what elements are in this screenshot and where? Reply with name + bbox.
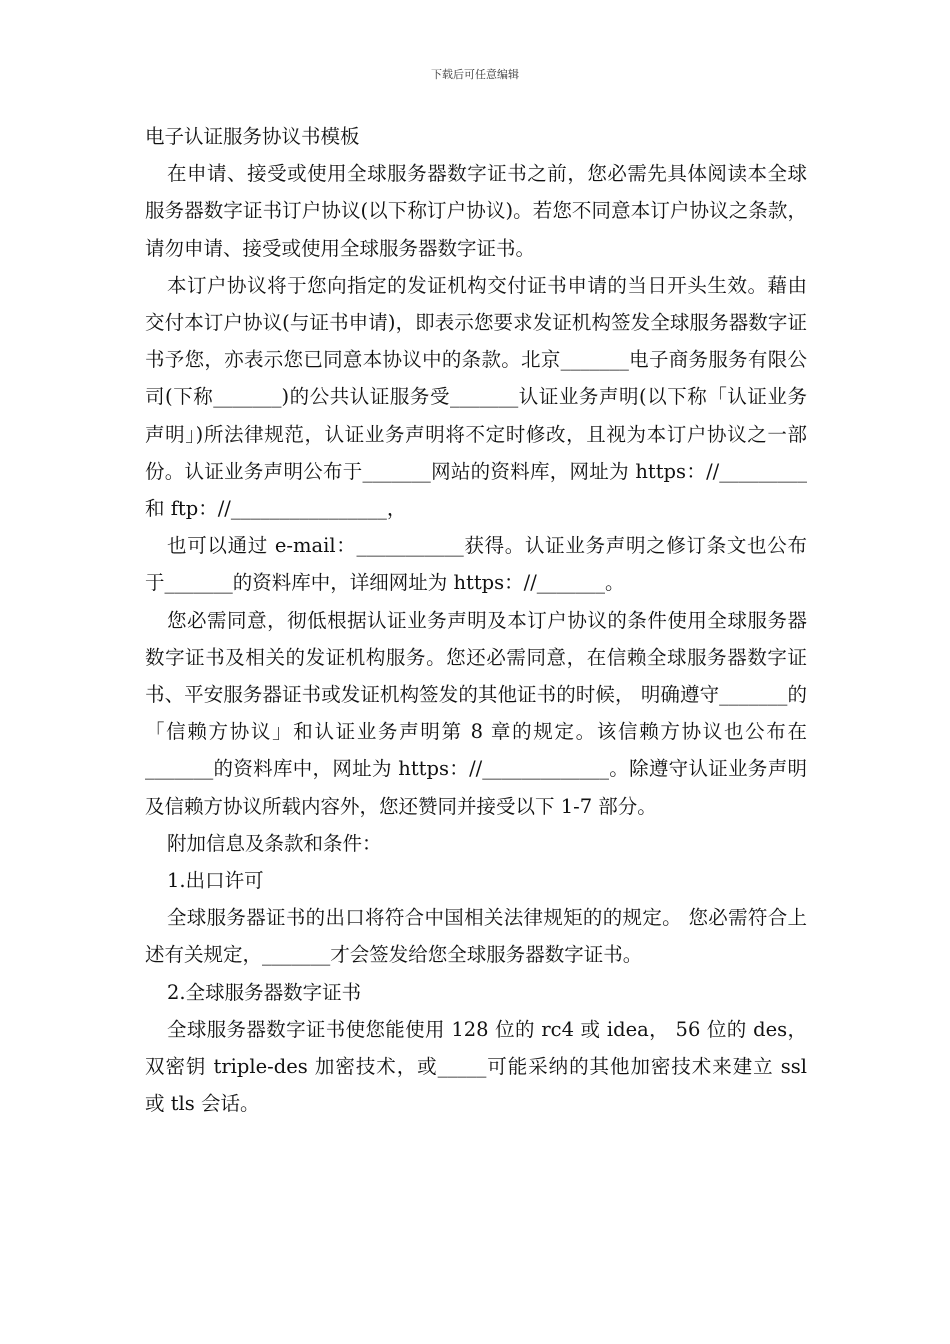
document-body [145, 118, 807, 1122]
paragraph-agreement: 您必需同意，彻低根据认证业务声明及本订户协议的条件使用全球服务器数字证书及相关的发证机构服务。您还必需同意，在信赖全球服务器数字证书、平安服务器证书或发证机构签发的其他证书的时候， 明确遵守_______的「信赖方协议」和认证业务声明第 8 章的规定。该信赖方协议也公布在_______的资料库中，网址为 https：//_____________。除遵守认证业务声明及信赖方协议所载内容外，您还赞同并接受以下 1-7 部分。 [145, 608, 807, 818]
section-heading-export: 1.出口许可 [167, 869, 264, 893]
paragraph-export: 全球服务器证书的出口将符合中国相关法律规矩的的规定。 您必需符合上述有关规定，_______才会签发给您全球服务器数字证书。 [145, 906, 807, 967]
document-title: 电子认证服务协议书模板 [145, 125, 360, 148]
paragraph-intro: 在申请、接受或使用全球服务器数字证书之前，您必需先具体阅读本全球服务器数字证书订户协议(以下称订户协议)。若您不同意本订户协议之条款，请勿申请、接受或使用全球服务器数字证书。 [145, 162, 807, 260]
paragraph-effective: 本订户协议将于您向指定的发证机构交付证书申请的当日开头生效。藉由交付本订户协议(与证书申请)，即表示您要求发证机构签发全球服务器数字证书予您，亦表示您已同意本协议中的条款。北京_______电子商务服务有限公司(下称_______)的公共认证服务受_______认证业务声明(以下称「认证业务声明」)所法律规范，认证业务声明将不定时修改，且视为本订户协议之一部份。认证业务声明公布于_______网站的资料库，网址为 https：//_________和 ftp：//________________， [145, 273, 807, 521]
paragraph-additional-info: 附加信息及条款和条件： [167, 831, 382, 855]
section-heading-certificate: 2.全球服务器数字证书 [167, 980, 362, 1004]
page-header: 下载后可任意编辑 [431, 68, 519, 81]
paragraph-certificate: 全球服务器数字证书使您能使用 128 位的 rc4 或 idea， 56 位的 des，双密钥 triple-des 加密技术，或_____可能采纳的其他加密技术来建立 ssl 或 tls 会话。 [145, 1017, 807, 1116]
paragraph-email: 也可以通过 e-mail：___________获得。认证业务声明之修订条文也公布于_______的资料库中，详细网址为 https：//_______。 [145, 534, 807, 595]
